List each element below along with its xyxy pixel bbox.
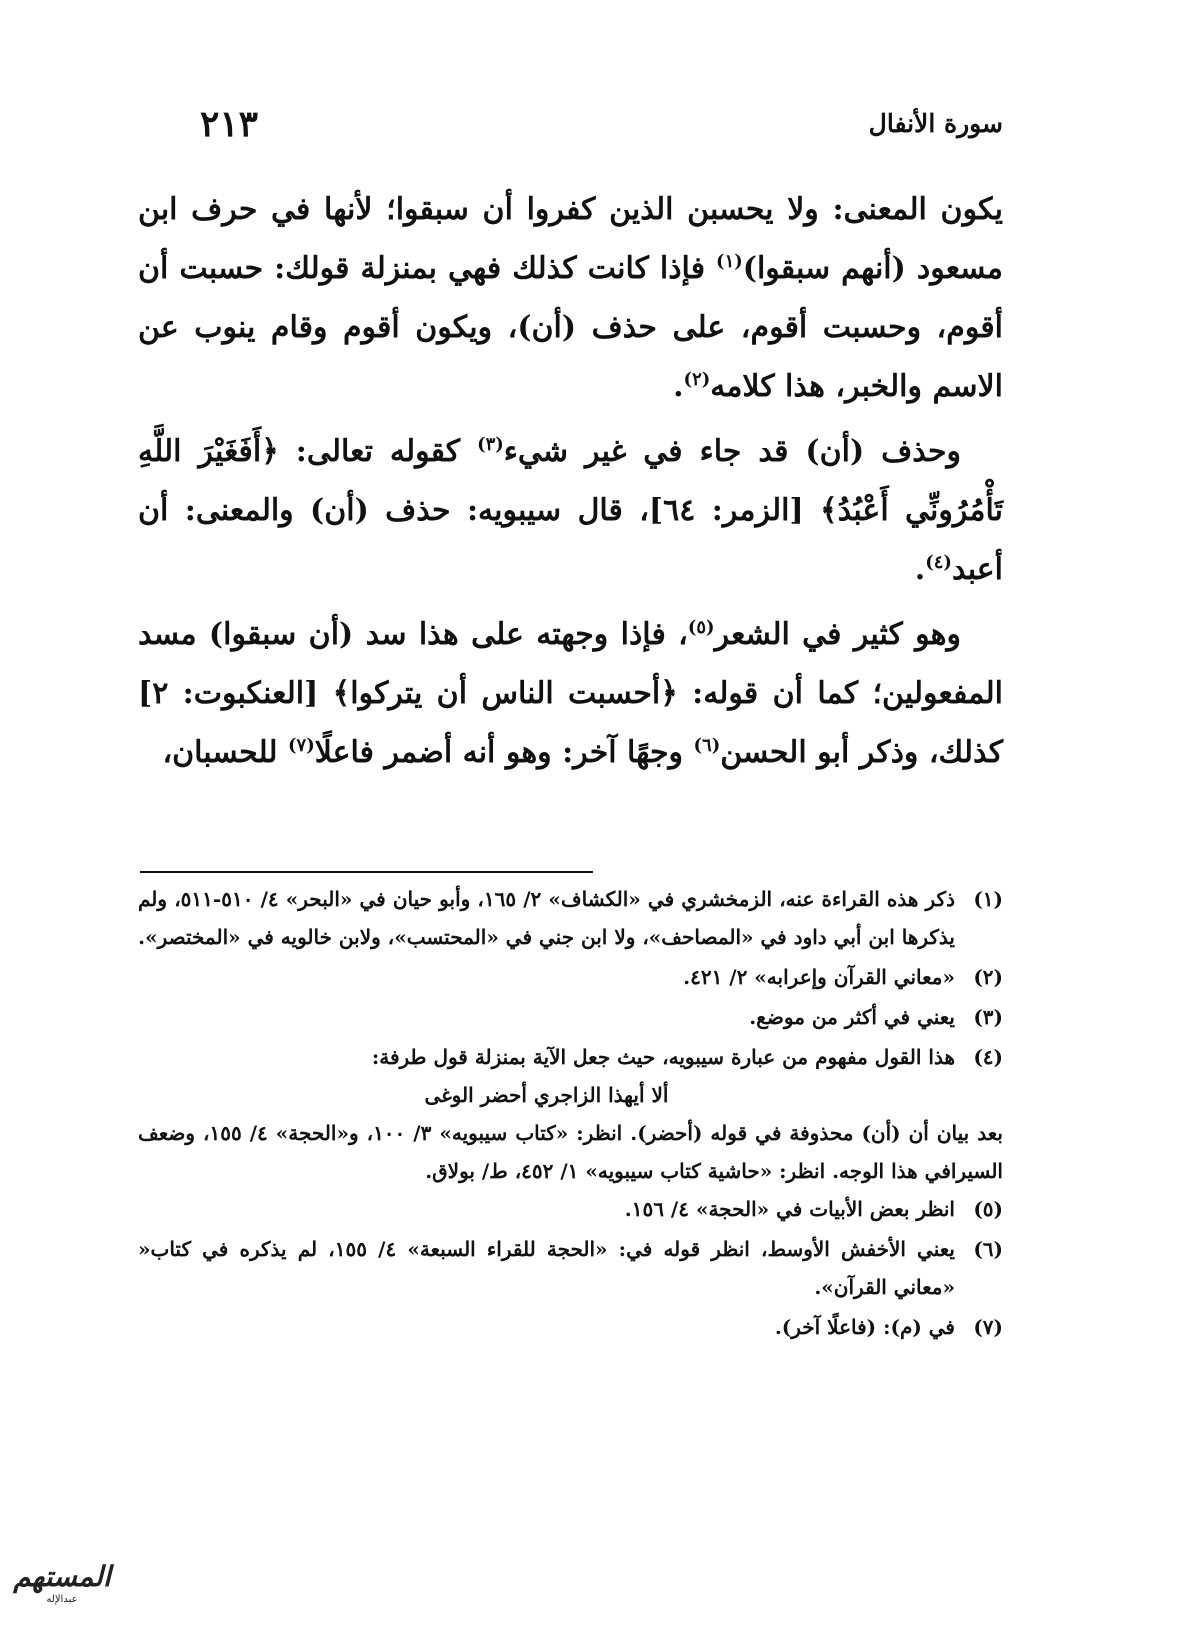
footnote-divider — [140, 871, 593, 873]
paragraph-2 — [138, 422, 1003, 599]
footnote-2 — [138, 958, 1003, 996]
paragraph-text: للحسبان، — [162, 735, 288, 770]
footnote-ref: (٦) — [693, 735, 721, 756]
main-text — [138, 180, 1003, 782]
footnote-ref: (٤) — [925, 552, 952, 573]
footnote-number: (٧) — [973, 1315, 1003, 1339]
footnote-ref: (٢) — [683, 369, 711, 390]
footnote-7 — [138, 1308, 1003, 1346]
footnote-number: (٥) — [973, 1197, 1003, 1221]
footnote-text: انظر بعض الأبيات في «الحجة» ٤/ ١٥٦. — [624, 1197, 955, 1221]
paragraph-text: ، فإذا وجهته على هذا سد (أن سبقوا) مسد المفعولين؛ كما أن قوله: ﴿أحسبت الناس أن يتركوا﴾ [العنكبوت: ٢] كذلك، وذكر أبو الحسن — [138, 617, 1003, 770]
footnote-4 — [138, 1038, 1003, 1076]
watermark-logo — [12, 1560, 112, 1630]
paragraph-text: وحذف (أن) قد جاء في غير شيء — [503, 434, 961, 469]
paragraph-text: وجهًا آخر: وهو أنه أضمر فاعلًا — [314, 735, 694, 770]
paragraph-text: . — [673, 369, 684, 404]
footnote-number: (١) — [973, 887, 1003, 911]
paragraph-text: فإذا كانت كذلك فهي بمنزلة قولك: حسبت أن أقوم، وحسبت أقوم، على حذف (أن)، ويكون أقوم وقام ينوب عن الاسم والخبر، هذا كلامه — [138, 251, 1003, 404]
watermark-logo-main: المستهم — [13, 1560, 111, 1593]
footnotes — [138, 880, 1003, 1346]
paragraph-text: يكون المعنى: ولا يحسبن الذين كفروا أن سبقوا؛ لأنها في حرف ابن مسعود (أنهم سبقوا) — [138, 192, 1003, 286]
footnote-ref: (٧) — [288, 735, 315, 756]
footnote-text: في (م): (فاعلًا آخر). — [774, 1315, 955, 1339]
footnote-1 — [138, 880, 1003, 956]
footnote-number: (٦) — [973, 1237, 1003, 1261]
footnote-text: ذكر هذه القراءة عنه، الزمخشري في «الكشاف» ٢/ ١٦٥، وأبو حيان في «البحر» ٤/ ٥١٠-٥١١، ولم يذكرها ابن أبي داود في «المصاحف»، ولا ابن جني في «المحتسب»، ولابن خالويه في «المختصر». — [138, 887, 955, 949]
footnote-number: (٢) — [973, 965, 1003, 989]
footnote-3 — [138, 998, 1003, 1036]
footnote-ref: (٥) — [687, 617, 715, 638]
footnote-ref: (٣) — [477, 434, 504, 455]
watermark-logo-sub: عبدالإله — [46, 1594, 78, 1605]
running-title: سورة الأنفال — [868, 109, 1003, 138]
paragraph-text: وهو كثير في الشعر — [714, 617, 961, 652]
footnote-ref: (١) — [716, 251, 743, 272]
footnote-text: يعني الأخفش الأوسط، انظر قوله في: «الحجة للقراء السبعة» ٤/ ١٥٥، لم يذكره في كتاب« «معاني القرآن». — [138, 1237, 955, 1299]
paragraph-text: . — [914, 552, 926, 587]
page-header — [140, 103, 1003, 153]
footnote-number: (٤) — [973, 1045, 1003, 1069]
footnote-text: هذا القول مفهوم من عبارة سيبويه، حيث جعل الآية بمنزلة قول طرفة: — [371, 1045, 955, 1069]
footnote-text: يعني في أكثر من موضع. — [749, 1005, 955, 1029]
paragraph-text: كقوله تعالى: ﴿أَفَغَيْرَ اللَّهِ تَأْمُرُونِّي أَعْبُدُ﴾ [الزمر: ٦٤]، قال سيبويه: حذف (أن) والمعنى: أن أعبد — [138, 434, 1003, 587]
paragraph-3 — [138, 605, 1003, 782]
footnote-text: «معاني القرآن وإعرابه» ٢/ ٤٢١. — [683, 965, 955, 989]
footnote-number: (٣) — [973, 1005, 1003, 1029]
footnote-4-continued: بعد بيان أن (أن) محذوفة في قوله (أحضر). انظر: «كتاب سيبويه» ٣/ ١٠٠، و«الحجة» ٤/ ١٥٥، وضعف السيرافي هذا الوجه. انظر: «حاشية كتاب سيبويه» ١/ ٤٥٢، ط/ بولاق. — [138, 1121, 1003, 1183]
paragraph-1 — [138, 180, 1003, 416]
footnote-5 — [138, 1190, 1003, 1228]
poetry-verse: ألا أيهذا الزاجري أحضر الوغى — [424, 1083, 669, 1107]
footnote-6 — [138, 1230, 1003, 1306]
page-number: ٢١٣ — [200, 103, 259, 145]
